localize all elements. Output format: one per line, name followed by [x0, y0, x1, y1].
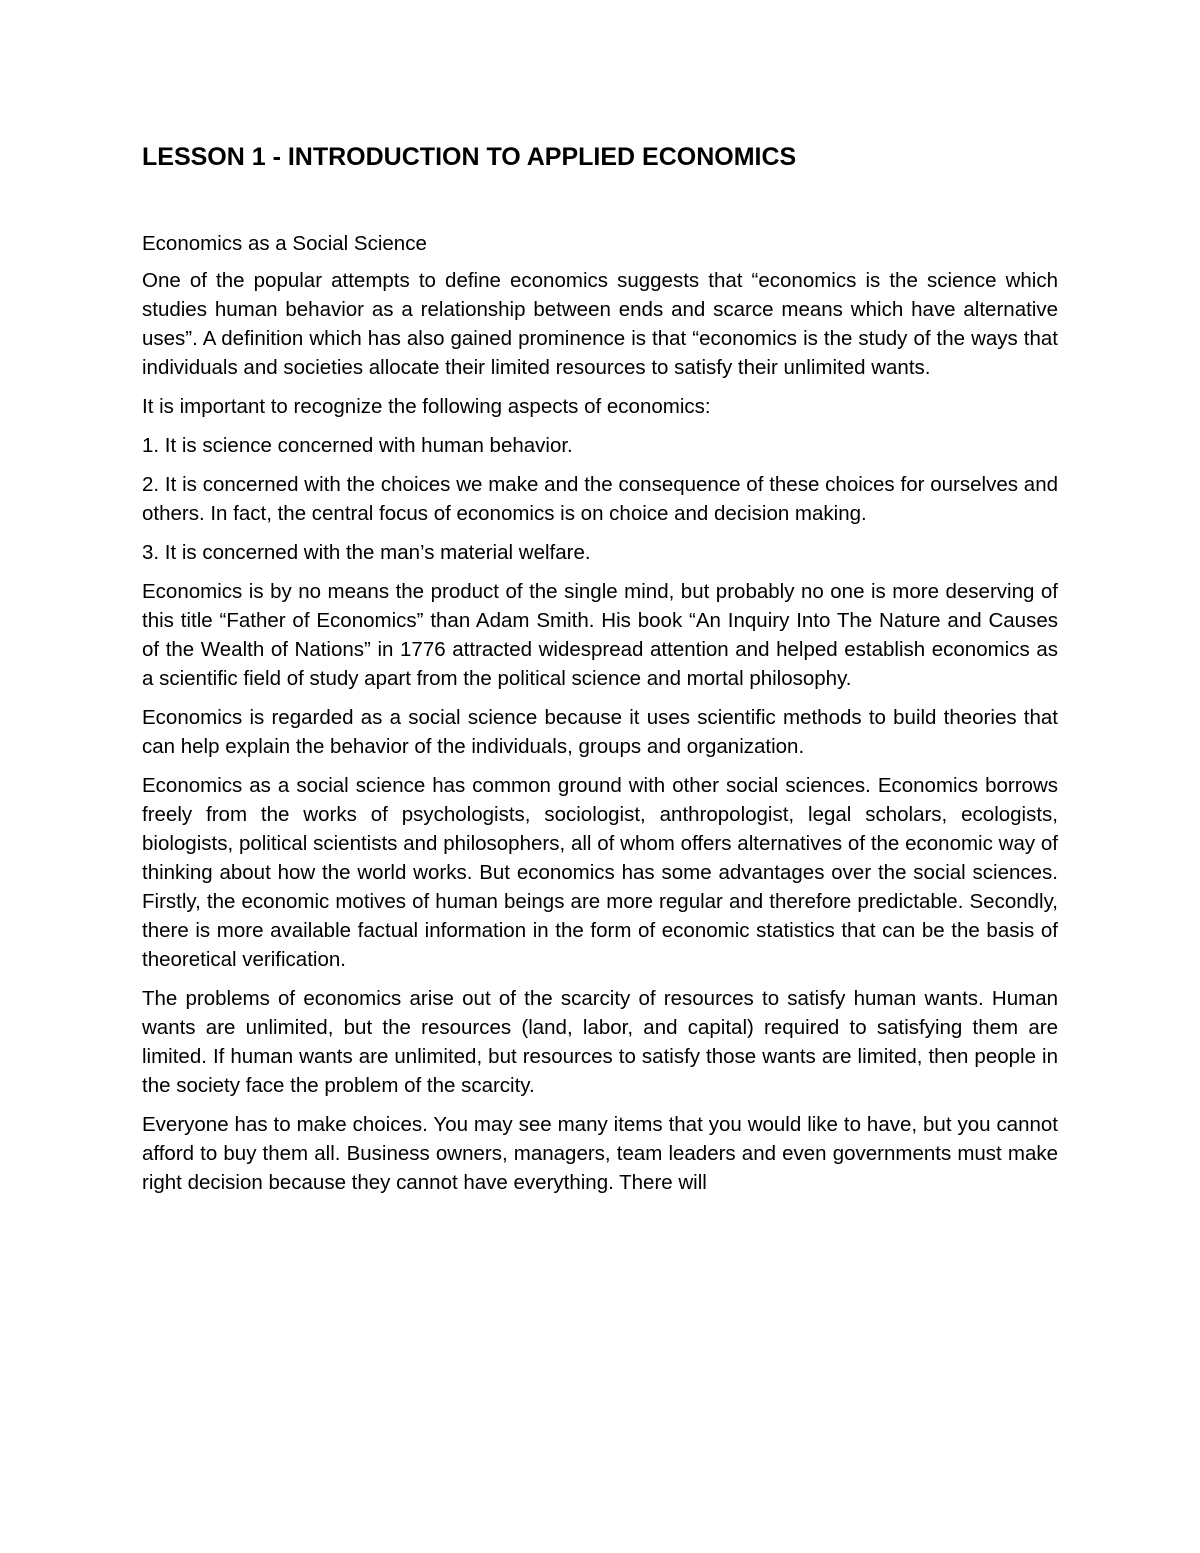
paragraph-adam-smith: Economics is by no means the product of the single mind, but probably no one is more deserving of this title “Father of Economics” than Adam Smith. His book “An Inquiry Into The Nature and Causes of the Wealth of Nations” in 1776 attracted widespread attention and helped establish economics as a scientific field of study apart from the political science and mortal philosophy.	[142, 580, 1058, 690]
list-item-aspect-1: 1. It is science concerned with human behavior.	[142, 434, 573, 457]
paragraph-aspects-intro: It is important to recognize the following aspects of economics:	[142, 395, 711, 418]
paragraph-definition: One of the popular attempts to define economics suggests that “economics is the science which studies human behavior as a relationship between ends and scarce means which have alternative uses”. A definition which has also gained prominence is that “economics is the study of the ways that individuals and societies allocate their limited resources to satisfy their unlimited wants.	[142, 269, 1058, 379]
paragraph-scarcity: The problems of economics arise out of the scarcity of resources to satisfy human wants. Human wants are unlimited, but the resources (land, labor, and capital) required to satisfying them are limited. If human wants are unlimited, but resources to satisfy those wants are limited, then people in the society face the problem of the scarcity.	[142, 987, 1058, 1097]
list-item-aspect-2: 2. It is concerned with the choices we make and the consequence of these choices for ourselves and others. In fact, the central focus of economics is on choice and decision making.	[142, 473, 1058, 525]
page-title: LESSON 1 - INTRODUCTION TO APPLIED ECONOMICS	[142, 143, 797, 171]
paragraph-common-ground: Economics as a social science has common ground with other social sciences. Economics borrows freely from the works of psychologists, sociologist, anthropologist, legal scholars, ecologists, biologists, political scientists and philosophers, all of whom offers alternatives of the economic way of thinking about how the world works. But economics has some advantages over the social sciences. Firstly, the economic motives of human beings are more regular and therefore predictable. Secondly, there is more available factual information in the form of economic statistics that can be the basis of theoretical verification.	[142, 774, 1058, 971]
list-item-aspect-3: 3. It is concerned with the man’s material welfare.	[142, 541, 591, 564]
paragraph-choices: Everyone has to make choices. You may see many items that you would like to have, but you cannot afford to buy them all. Business owners, managers, team leaders and even governments must make right decision because they cannot have everything. There will	[142, 1113, 1058, 1194]
document-page	[142, 140, 1058, 1207]
paragraph-social-science: Economics is regarded as a social science because it uses scientific methods to build theories that can help explain the behavior of the individuals, groups and organization.	[142, 706, 1058, 758]
section-heading: Economics as a Social Science	[142, 232, 427, 255]
